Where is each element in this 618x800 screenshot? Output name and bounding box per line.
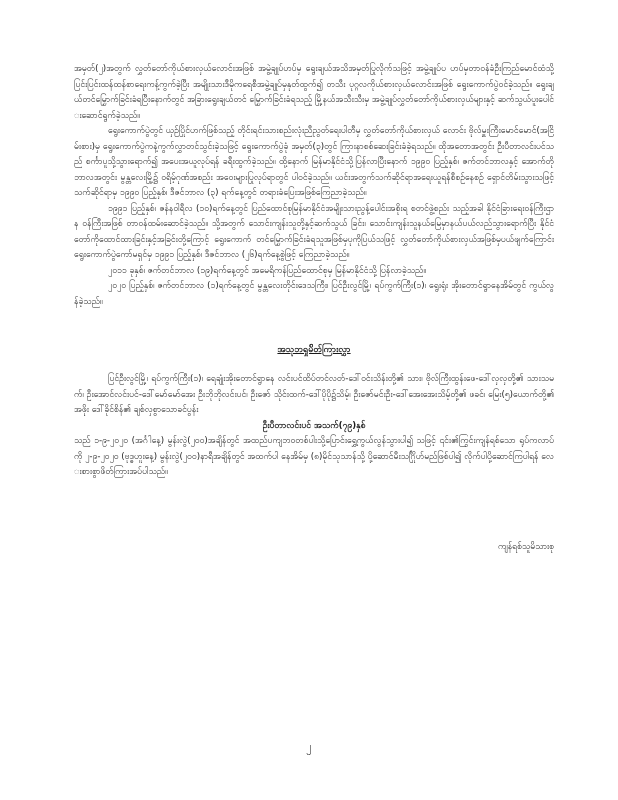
funeral-notice-title: အသုဘရှုမ်ိတ်ကြားလွှာ: [277, 345, 351, 355]
biography-section: [74, 62, 554, 310]
funeral-notice-section: [74, 372, 554, 481]
bio-paragraph-5: ၂၀၂၀ ပြည့်နှစ်၊ ဇက်တင်ဘာလ (၁)ရက်နေ့တွင် မွန္တလေးတိုင်းဒေသကြီး၊ ပြင်ဦးလွင်မြို့၊ ရပ်ကွက်ကြီး(၁)၊ ရွေးရုံး အိုးတောင်ရွာနေအိမ်တွင် ကွယ်လွန်ခဲ့သည်။: [74, 281, 554, 307]
bio-paragraph-3: ၁၉၉၁ ပြည့်နှစ်၊ ဇန်နဝါရီလ (၁၀)ရက်နေ့တွင် ပြည်ထောင်စုမြန်မာနိုင်ငံအမျိုးသားညွန့်ပေါင်းအစိုးရ စတင်ဖွဲ့စည်း သည့်အခါ နိုင်ငံခြားရေးဝန်ကြီးဌာန ဝန်ကြီးအဖြစ် တာဝန်ထမ်းဆောင်ခဲ့သည်။ သို့အတွက် သောင်းကျန်းသူတို့နှင့်ဆက်သွယ် ခြင်း၊ သောင်းကျန်းသူနယ်မြေမှာနယ်ပယ်လည်သွားရောက်ပြီး နိုင်ငံတော်ကိုထောင်ထားခြင်းနှင့်အခြင်းတို့ကြောင့် ရွေးကောက် တင်မြှောက်ခြင်းခံရသူအဖြစ်မှပုကိုပြယ်သဖြင့် လွှတ်တော်ကိုယ်စားလှယ်အဖြစ်မှပယ်ဖျက်ကြောင်း ရွေးကောက်ပွဲကော်မရှင်မှ ၁၉၉၁ ပြည့်နှစ်၊ ဒီဇင်ဘာလ (၂၆)ရက်နေ့စွဲဖြင့် ကြေညာခဲ့သည်။: [74, 203, 554, 260]
notice-paragraph-2: သည် ၁-၉-၂၀၂၀ (အင်္ဂါနေ့) မွန်းလွဲ(၂၀၀)အချိန်တွင် အထည်ပကျဘဝတစ်ပါးသို့ပြောင်းရွှေ့ကွယ်လွန်သွားပါ၍ သဖြင့် ၎င်း၏ကြွင်းကျန်ရစ်သော ရုပ်ကလာပ်ကို ၂-၉-၂၀၂၀ (ဗုဒ္ဓဟူးနေ့) မွန်းလွဲ(၂၀၀)နာရီအချိန်တွင် အထက်ပါ နေအိမ်မှ (၈)မိုင်သုသာန်သို့ ပို့ဆောင်မီးသင်္ဂြိုဟ်မည်ဖြစ်ပါ၍ လိုက်ပါပို့ဆောင်ကြပါရန် လေးစားစွာဖိတ်ကြားအပ်ပါသည်။: [74, 436, 554, 477]
page-number: ၂: [306, 740, 312, 753]
deceased-name: ဦးပီတာလင်းပင် အသက်(၇၉)နှစ်: [262, 420, 366, 431]
bio-paragraph-2: ရွေးကောက်ပွဲတွင် ယှဉ်ပြိုင်ဟက်ဖြစ်သည့် တိုင်းရင်းသားစည်းလုံးညီညွတ်ရေးပါတီမှ လွှတ်တော်ကိုယ်စားလှယ် လောင်း ဗိုလ်မှူးကြီးမောင်မောင်(အငြိမ်းစား)မှ ရွေးကောက်ပွဲကနဲ့ကွက်လွှာတင်သွင်းခဲ့သဖြင့် ရွေးကောက်ပွဲခုံ အမှတ်(၃)တွင် ကြားနာစစ်ဆေးခြင်းခံခဲ့ရသည်။ ထိုအတောအတွင်း ဦးပီတာလင်းပင်သည် စင်္ကာပူသို့သွားရောက်၍ အပေးအယူလုပ်ရန် ခရီးထွက်ခဲ့သည်။ ထို့နောက် မြန်မာနိုင်ငံသို့ပြန်လာပြီးနောက် ၁၉၉၀ ပြည့်နှစ်၊ ဇက်တင်ဘာလနှင့် အောက်တိုဘာလအတွင်း မွန္တလေးမြို့၌ ဝရိမ့်ဂုဏ်အစည်း အဝေးများပြုလုပ်ရာတွင် ပါဝင်ခဲ့သည်။ ယင်းအတွက်သက်ဆိုင်ရာအရေးယူရန်စီစဉ်နေစဉ် ရှောင်တိမ်းသွားသဖြင့် သက်ဆိုင်ရာမှ ၁၉၉၀ ပြည့်နှစ်၊ ဒီဇင်ဘာလ (၃) ရက်နေ့တွင် တရားခံပြေးအဖြစ်ကြေညာခဲ့သည်။: [74, 126, 554, 198]
bio-paragraph-1: အမှတ်(၂)အတွက် လွှတ်တော်ကိုယ်စားလှယ်လောင်းအဖြစ် အမွဲ့ချုပ်ဟပ်မှ ရွေးချယ်အသိအမှတ်ပြုလိုက်သဖြင့် အမွဲ့ချုပ်ပ ဟပ်မှတာဝန်ခံဦးကြည်မောင်ထံသို့ ပြင်းပြင်းထန်ထန်စာရေးကန့်ကွက်ခဲ့ပြီး အမျိုးသားဒီမိုကရေစီအမွဲ့ချုပ်မှနုတ်ထွက်၍ တသီး ပုဂ္ဂလကိုယ်စားလှယ်လောင်းအဖြစ် ရွေးကောက်ပွဲဝင်ခဲ့သည်။ ရွေးချယ်တင်မြှောက်ခြင်းခံရပြီးနောက်တွင် အခြားရွေးချယ်တင် မြှောက်ခြင်းခံရသည့် မြို့နယ်အသီးသီးမှ အမွဲ့ချုပ်လွှတ်တော်ကိုယ်စားလှယ်များနှင့် ဆက်သွယ်ပူးပေါင်းဆောင်ရွက်ခဲ့သည်။: [74, 64, 554, 121]
notice-paragraph-1: ပြင်ဦးလွင်မြို့၊ ရပ်ကွက်ကြီး(၁)၊ ရေချုံးအိုးတောင်ရွာနေ လင်းပင်ထိပ်တင်လတ်-ဒေါ်ဝင်းသိန်းတို့၏ သား၊ ဗိုလ်ကြီးထွန်းဖေ-ဒေါ်လှလှတို့၏ သားသမက်၊ ဦးအောင်လင်းပင်-ဒေါ်မော်မော်အေး ဦးဘိုဘိုလင်းပင်၊ ဦးဇော် သိုင်းထက်-ဒေါ်ပိုပို၌သိမ့်၊ ဦးဇော်မင်းဦး-ဒေါ်အေးအေးသိမ့်တို့၏ ဖခင်၊ မြေး(၅)ယောက်တို့၏ အဖိုး ဒေါ်ခိုင်စိန်၏ ချစ်လှစွာသောခင်ပွန်း: [74, 374, 554, 415]
bio-paragraph-4: ၂၀၁၁ ခုနှစ်၊ ဇက်တင်ဘာလ (၁၉)ရက်နေ့တွင် အမေရိကန်ပြည်ထောင်စုမှ မြန်မာနိုင်ငံသို့ ပြန်လာခဲ့သည်။: [108, 265, 426, 276]
notice-signature: ကျန်ရစ်သူမိသားစု: [497, 542, 554, 552]
